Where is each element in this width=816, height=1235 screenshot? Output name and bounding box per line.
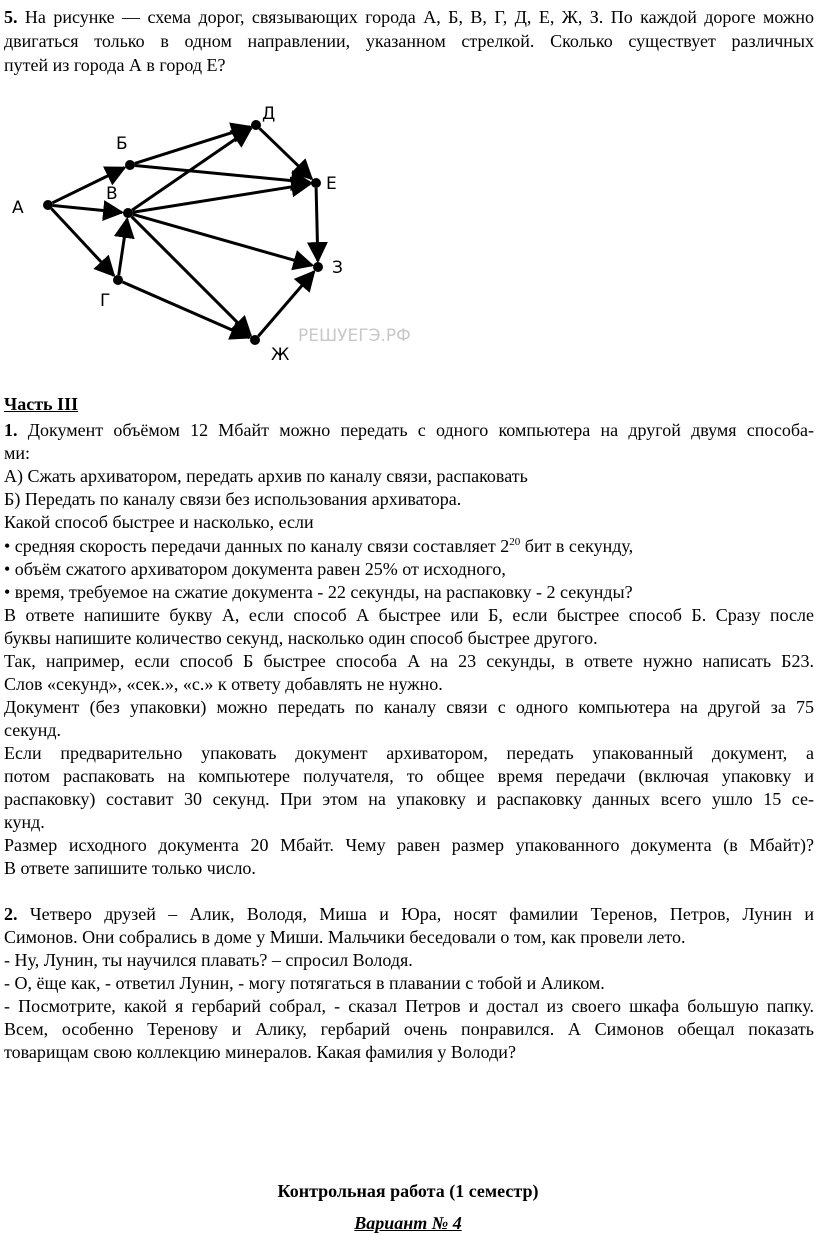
- task2-number: 2.: [4, 904, 18, 924]
- task1-line-15: кунд.: [4, 812, 45, 832]
- task1-line-11: секунд.: [4, 720, 61, 740]
- task2-line-2: Симонов. Они собрались в доме у Миши. Мальчики беседовали о том, как провели лето.: [4, 927, 686, 947]
- task2-line-4: - О, ёще как, - ответил Лунин, - могу потягаться в плавании с тобой и Аликом.: [4, 973, 605, 993]
- task1-line-1: 1. Документ объёмом 12 Мбайт можно передать с одного компьютера на другой двумя способа-: [4, 420, 814, 440]
- node-label-D: Д: [262, 104, 276, 124]
- node-label-V: В: [106, 184, 118, 204]
- edge-D-E: [260, 128, 312, 178]
- part3-heading: Часть III: [4, 394, 79, 414]
- task1-bullet-1: • средняя скорость передачи данных по каналу связи составляет $2^{20}$ бит в секунду,: [4, 536, 634, 556]
- node-B: [125, 160, 135, 170]
- task1-line-9: Слов «секунд», «сек.», «с.» к ответу добавлять не нужно.: [4, 674, 443, 694]
- footer-variant: Вариант № 4: [354, 1213, 462, 1233]
- task2-line-3: - Ну, Лунин, ты научился плавать? – спросил Володя.: [4, 950, 413, 970]
- edge-G-Zh: [123, 282, 250, 338]
- task2-line-6: Всем, особенно Теренову и Алику, гербарий очень понравился. А Симонов обещал показать: [4, 1019, 814, 1039]
- footer-title: Контрольная работа (1 семестр): [277, 1181, 539, 1201]
- edge-A-V: [53, 205, 122, 212]
- task1-line-14: распаковку) составит 30 секунд. При этом на упаковку и распаковку данных всего ушло 15 се-: [4, 789, 814, 809]
- task1-line-4: Б) Передать по каналу связи без использования архиватора.: [4, 489, 462, 509]
- task1-line-7: буквы напишите количество секунд, насколько один способ быстрее другого.: [4, 628, 598, 648]
- node-D: [251, 120, 261, 130]
- road-graph: [0, 95, 420, 365]
- task1-line-2: ми:: [4, 443, 31, 463]
- node-label-G: Г: [100, 291, 111, 311]
- edge-V-E: [133, 184, 310, 212]
- task1-line-8: Так, например, если способ Б быстрее способа А на 23 секунды, в ответе нужно написать Б23.: [4, 651, 814, 671]
- edge-V-Zh: [132, 217, 251, 336]
- task2-line-5: - Посмотрите, какой я гербарий собрал, - сказал Петров и достал из своего шкафа большую папку.: [4, 996, 814, 1016]
- node-V: [123, 208, 133, 218]
- problem5-line-3: путей из города А в город Е?: [4, 55, 226, 75]
- edge-E-Z: [316, 188, 318, 261]
- task1-line-17: В ответе запишите только число.: [4, 858, 256, 878]
- exponent: 20: [509, 536, 521, 548]
- node-A: [43, 200, 53, 210]
- task1-line-6: В ответе напишите букву А, если способ А быстрее или Б, если быстрее способ Б. Сразу после: [4, 605, 814, 625]
- node-label-Zh: Ж: [271, 345, 290, 365]
- task1-line-16: Размер исходного документа 20 Мбайт. Чему равен размер упакованного документа (в Мбайт)?: [4, 835, 814, 855]
- task1-bullet-2: • объём сжатого архиватором документа равен 25% от исходного,: [4, 559, 506, 579]
- problem5-line-2: двигаться только в одном направлении, указанном стрелкой. Сколько существует различных: [4, 31, 814, 51]
- edge-B-E: [135, 165, 310, 182]
- node-label-B: Б: [116, 134, 128, 154]
- node-label-E: Е: [326, 174, 337, 194]
- node-E: [311, 178, 321, 188]
- node-label-A: А: [12, 198, 24, 218]
- task2-line-7: товарищам свою коллекцию минералов. Какая фамилия у Володи?: [4, 1042, 516, 1062]
- problem5-line-1: 5. На рисунке — схема дорог, связывающих города А, Б, В, Г, Д, Е, Ж, З. По каждой дороге можно: [4, 7, 814, 27]
- edge-B-D: [135, 127, 251, 164]
- task1-line-10: Документ (без упаковки) можно передать по каналу связи с одного компьютера на другой за 75: [4, 697, 814, 717]
- footer-variant-row: [0, 1212, 816, 1234]
- node-label-Z: З: [332, 258, 343, 278]
- node-Zh: [250, 335, 260, 345]
- edge-G-V: [119, 219, 127, 275]
- edge-V-Z: [133, 214, 312, 265]
- edge-V-D: [132, 128, 251, 210]
- task1-line-13: потом распаковать на компьютере получателя, то общее время передачи (включая упаковку и: [4, 766, 814, 786]
- task1-line-5: Какой способ быстрее и насколько, если: [4, 512, 314, 532]
- watermark: РЕШУЕГЭ.РФ: [298, 326, 411, 346]
- edge-A-G: [51, 209, 113, 276]
- node-G: [113, 275, 123, 285]
- node-Z: [313, 262, 323, 272]
- problem5-number: 5.: [4, 7, 18, 27]
- task1-line-12: Если предварительно упаковать документ архиватором, передать упакованный документ, а: [4, 743, 814, 763]
- task2-line-1: 2. Четверо друзей – Алик, Володя, Миша и Юра, носят фамилии Теренов, Петров, Лунин и: [4, 904, 814, 924]
- task1-line-3: А) Сжать архиватором, передать архив по каналу связи, распаковать: [4, 466, 528, 486]
- task1-bullet-3: • время, требуемое на сжатие документа - 22 секунды, на распаковку - 2 секунды?: [4, 582, 633, 602]
- task1-number: 1.: [4, 420, 18, 440]
